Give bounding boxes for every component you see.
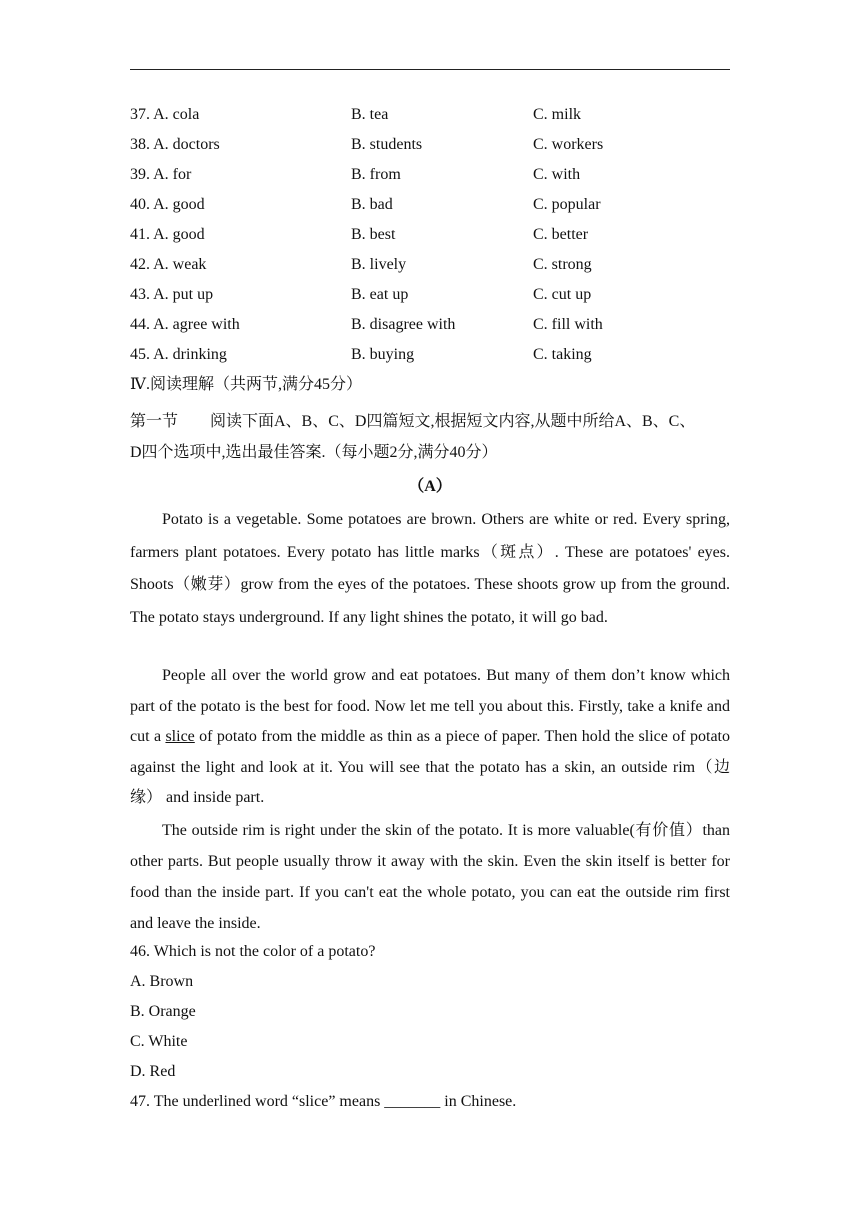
- passage-paragraph-2: [130, 661, 730, 814]
- choice-41-b: B. best: [351, 226, 396, 243]
- choice-row-39: [130, 160, 730, 190]
- choice-43-c: C. cut up: [533, 286, 592, 303]
- paragraph-1-text: Potato is a vegetable. Some potatoes are brown. Others are white or red. Every spring, farmers plant potatoes. Every potato has little marks（斑点）. These are potatoes' eyes. Shoots（嫩芽）grow from the eyes of the potatoes. These shoots grow up from the ground. The potato stays underground. If any light shines the potato, it will go bad.: [130, 511, 730, 626]
- choice-37-b: B. tea: [351, 106, 389, 123]
- choice-42-b: B. lively: [351, 256, 407, 273]
- part-label: 第一节: [130, 413, 179, 430]
- choice-43-a: 43. A. put up: [130, 286, 214, 303]
- choice-41-a: 41. A. good: [130, 226, 205, 243]
- passage-heading: （A）: [408, 478, 452, 495]
- choice-row-43: [130, 280, 730, 310]
- question-46: 46. Which is not the color of a potato?: [130, 943, 376, 960]
- choice-44-c: C. fill with: [533, 316, 603, 333]
- instructions-line-2: D四个选项中,选出最佳答案.（每小题2分,满分40分）: [130, 444, 498, 461]
- choice-40-b: B. bad: [351, 196, 393, 213]
- choice-row-44: [130, 310, 730, 340]
- paragraph-2-after: of potato from the middle as thin as a piece of paper. Then hold the slice of potato against the light and look at it. You will see that the potato has a skin, an outside rim（边缘） and inside part.: [130, 728, 730, 806]
- choice-38-b: B. students: [351, 136, 423, 153]
- paragraph-2-before: People all over the world grow and eat potatoes. But many of them don’t know which part of the potato is the best for food. Now let me tell you about this. Firstly, take a knife and cut a: [130, 667, 730, 745]
- choice-41-c: C. better: [533, 226, 589, 243]
- choice-39-b: B. from: [351, 166, 401, 183]
- choice-row-40: [130, 190, 730, 220]
- question-46-option-b: B. Orange: [130, 1003, 196, 1020]
- choice-44-b: B. disagree with: [351, 316, 456, 333]
- passage-paragraph-3: [130, 815, 730, 939]
- question-46-option-d: D. Red: [130, 1063, 176, 1080]
- instructions-line-1: [130, 407, 730, 437]
- choice-42-c: C. strong: [533, 256, 592, 273]
- choice-43-b: B. eat up: [351, 286, 409, 303]
- choice-45-c: C. taking: [533, 346, 592, 363]
- instructions-text-1: 阅读下面A、B、C、D四篇短文,根据短文内容,从题中所给A、B、C、: [210, 413, 696, 430]
- section-title: Ⅳ.阅读理解（共两节,满分45分）: [130, 376, 362, 393]
- choice-40-a: 40. A. good: [130, 196, 205, 213]
- paragraph-2-text: [130, 661, 730, 814]
- passage-paragraph-1: [130, 504, 730, 634]
- choice-row-41: [130, 220, 730, 250]
- choice-table: [130, 100, 730, 370]
- choice-37-a: 37. A. cola: [130, 106, 200, 123]
- question-47: 47. The underlined word “slice” means _______ in Chinese.: [130, 1093, 517, 1110]
- choice-39-c: C. with: [533, 166, 581, 183]
- paragraph-3-text: The outside rim is right under the skin of the potato. It is more valuable(有价值）than other parts. But people usually throw it away with the skin. Even the skin itself is better for food than the inside part. If you can't eat the whole potato, you can eat the outside rim first and leave the inside.: [130, 822, 730, 932]
- header-rule: [130, 69, 730, 70]
- choice-40-c: C. popular: [533, 196, 601, 213]
- choice-44-a: 44. A. agree with: [130, 316, 240, 333]
- choice-45-a: 45. A. drinking: [130, 346, 227, 363]
- underlined-word-slice: slice: [165, 728, 195, 745]
- choice-row-45: [130, 340, 730, 370]
- question-46-option-c: C. White: [130, 1033, 188, 1050]
- choice-row-37: [130, 100, 730, 130]
- choice-45-b: B. buying: [351, 346, 415, 363]
- choice-38-a: 38. A. doctors: [130, 136, 220, 153]
- question-46-option-a: A. Brown: [130, 973, 194, 990]
- choice-row-42: [130, 250, 730, 280]
- choice-42-a: 42. A. weak: [130, 256, 207, 273]
- choice-38-c: C. workers: [533, 136, 604, 153]
- choice-row-38: [130, 130, 730, 160]
- choice-39-a: 39. A. for: [130, 166, 192, 183]
- choice-37-c: C. milk: [533, 106, 582, 123]
